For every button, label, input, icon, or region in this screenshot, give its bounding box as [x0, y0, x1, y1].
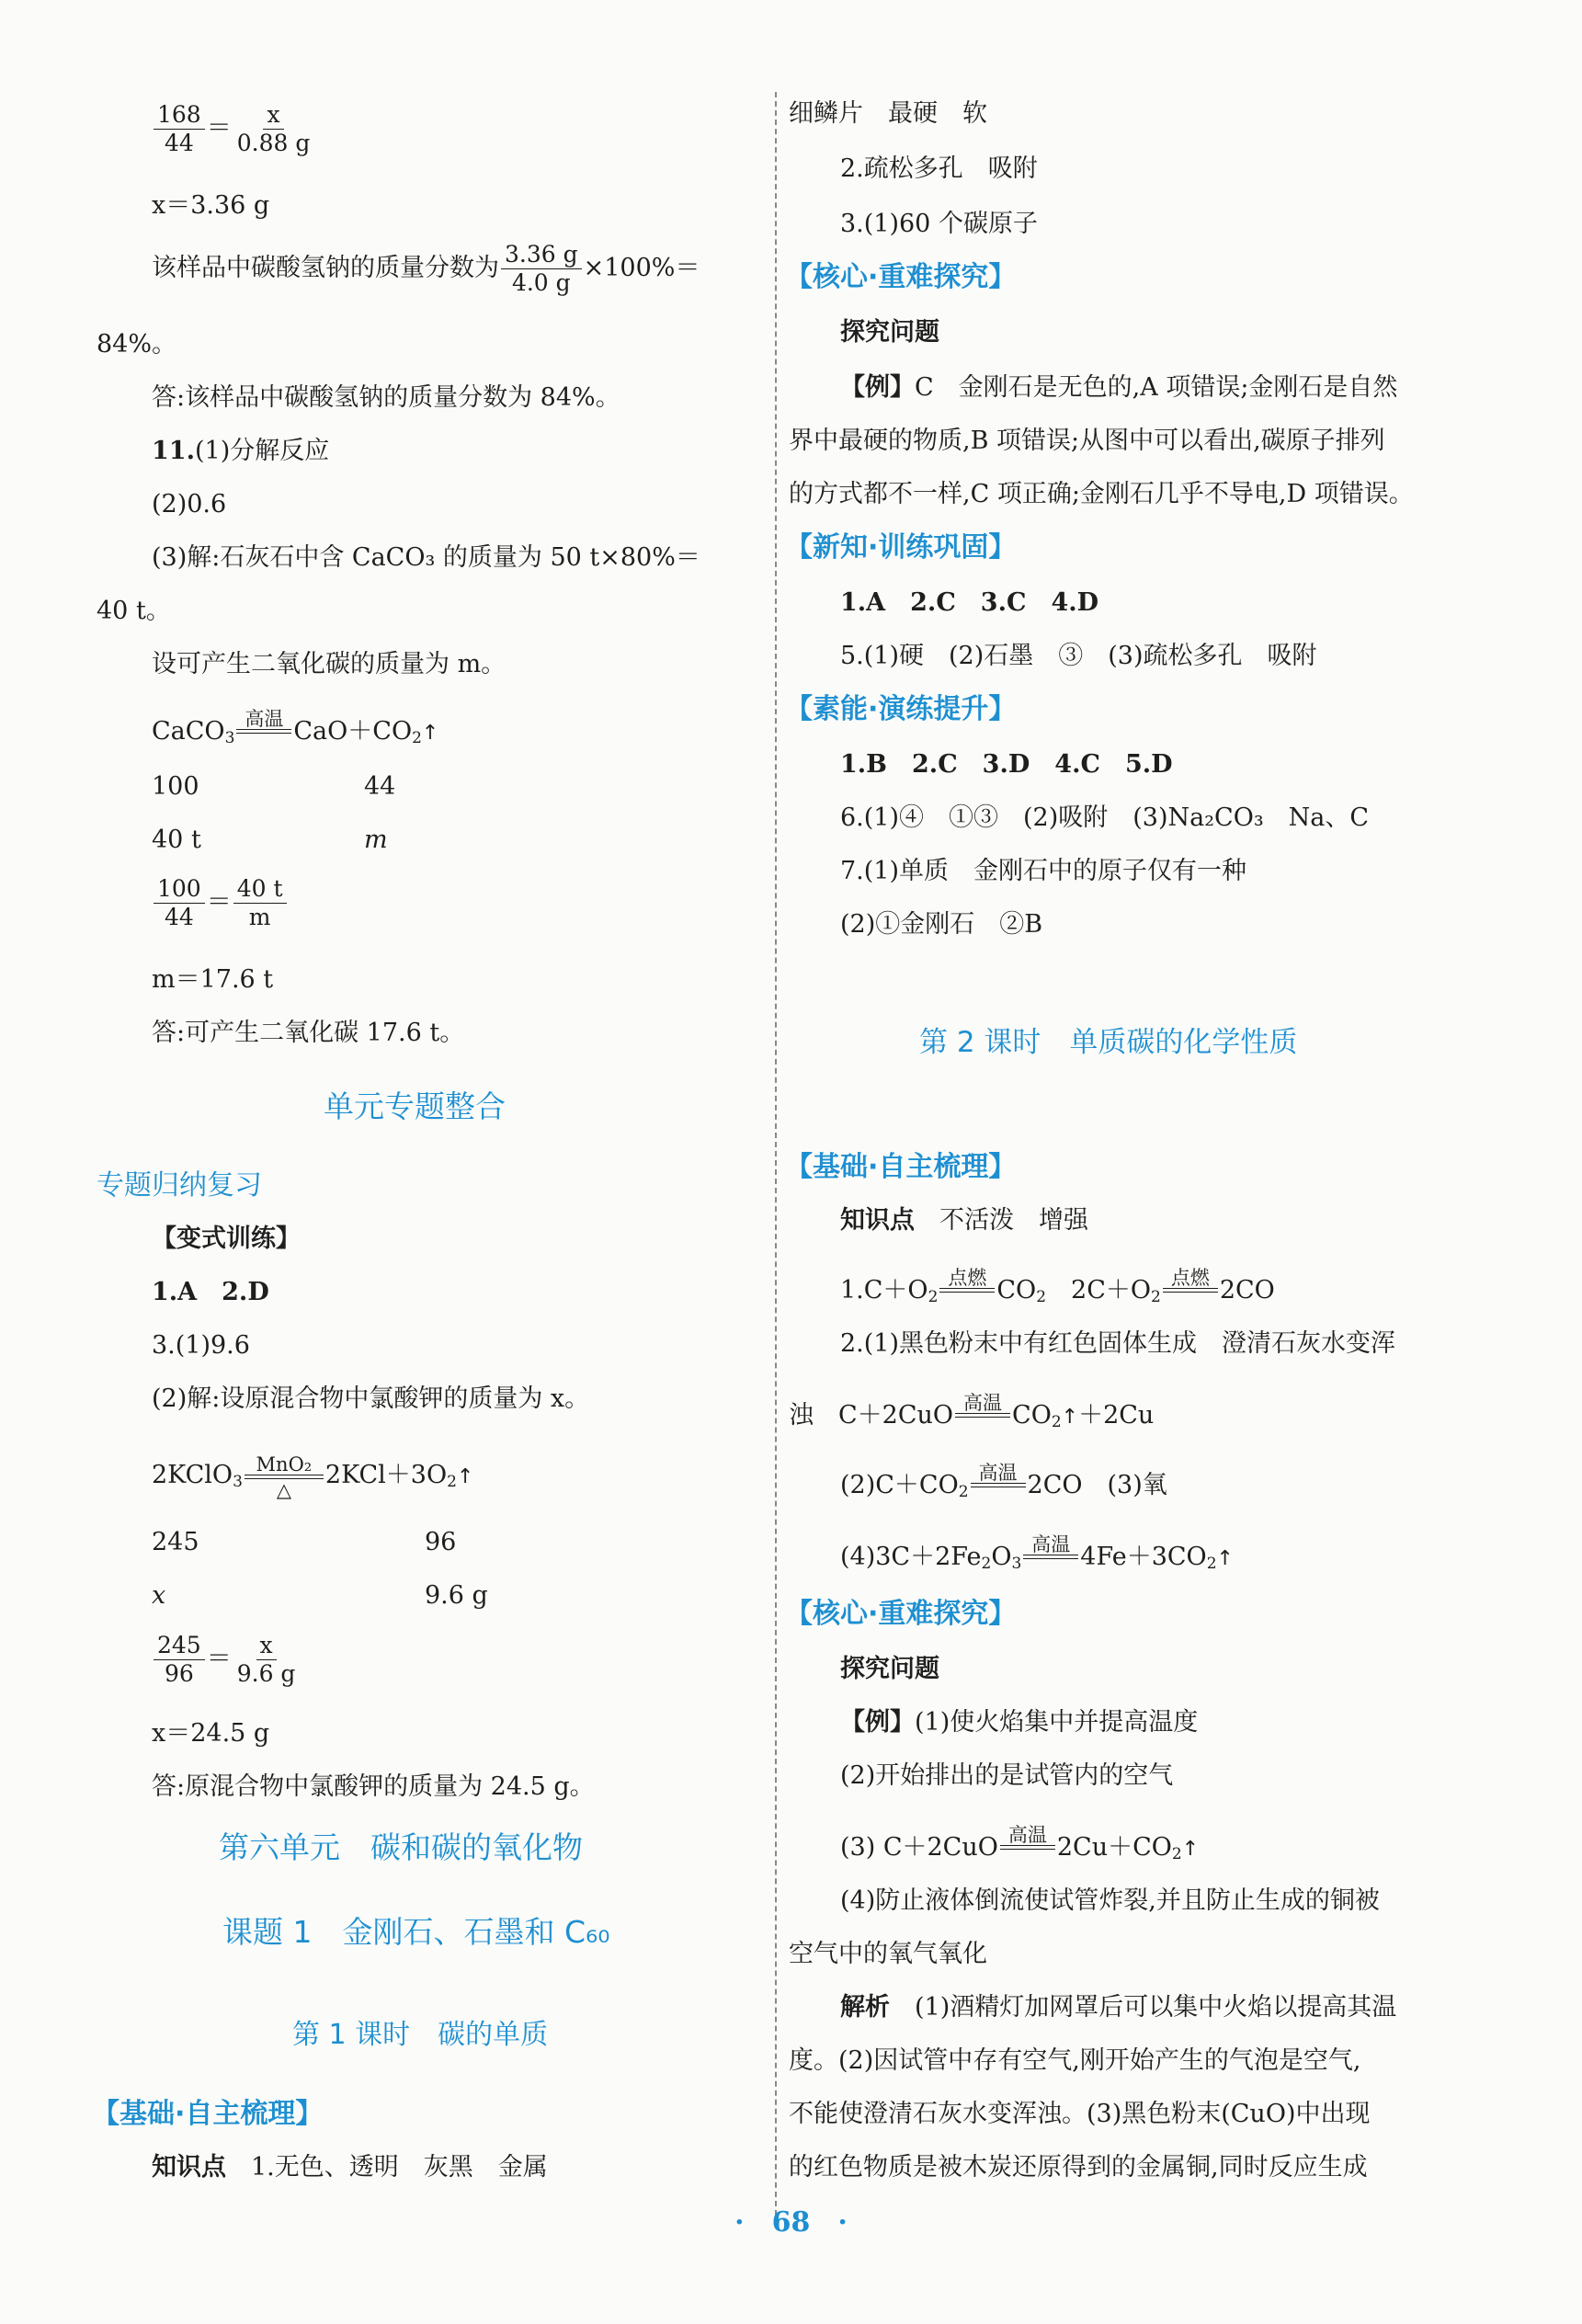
answer-line: 3.(1)60 个碳原子 [840, 210, 1038, 238]
answer-line: 的红色物质是被木炭还原得到的金属铜,同时反应生成 [789, 2153, 1368, 2182]
answer-line: 细鳞片 最硬 软 [789, 99, 987, 128]
answer-line: 度。(2)因试管中存有空气,刚开始产生的气泡是空气, [789, 2046, 1361, 2075]
answer-line: 1.A 2.D [152, 1278, 269, 1306]
column-divider [775, 92, 777, 2225]
period-two-heading: 第 2 课时 单质碳的化学性质 [919, 1026, 1298, 1059]
answer-line: 的方式都不一样,C 项正确;金刚石几乎不导电,D 项错误。 [789, 480, 1414, 508]
answer-line: 答:可产生二氧化碳 17.6 t。 [152, 1019, 465, 1047]
answer-line: (3)解:石灰石中含 CaCO₃ 的质量为 50 t×80%＝ [152, 543, 700, 572]
skill-practice-heading: 【素能·演练提升】 [785, 693, 1017, 725]
fraction-equation: $\frac{245}{96}$ ＝ $\frac{x}{9.6 g}$ [152, 1632, 301, 1688]
answer-line: 44 [364, 772, 396, 801]
basic-review-heading: 【基础·自主梳理】 [92, 2098, 324, 2130]
answer-line: 不能使澄清石灰水变浑浊。(3)黑色粉末(CuO)中出现 [789, 2100, 1371, 2128]
answer-line: 3.(1)9.6 [152, 1331, 250, 1360]
answer-line: 11.(1)分解反应 [152, 437, 330, 465]
answer-line: 96 [425, 1528, 457, 1556]
chemical-equation: (3) C＋2CuO 高温 $2Cu+CO_2↑$ [840, 1824, 1200, 1863]
answer-line: m [364, 826, 388, 854]
fraction-equation: $\frac{168}{44}$ ＝ $\frac{x}{0.88 g}$ [152, 101, 315, 157]
answer-line: x [152, 1581, 166, 1610]
answer-line: (2)①金刚石 ②B [840, 910, 1043, 939]
answer-line: 84%。 [97, 330, 177, 359]
basic-review-heading-2: 【基础·自主梳理】 [785, 1151, 1017, 1183]
page-number: · 68 · [734, 2206, 848, 2239]
answer-line: (2)开始排出的是试管内的空气 [840, 1761, 1174, 1790]
answer-line: 知识点 1.无色、透明 灰黑 金属 [152, 2153, 548, 2182]
explore-question-label: 探究问题 [840, 318, 939, 347]
answer-line: (4)防止液体倒流使试管炸裂,并且防止生成的铜被 [840, 1886, 1380, 1915]
answer-line: 1.B 2.C 3.D 4.C 5.D [840, 750, 1173, 779]
answer-line: 40 t [152, 826, 201, 854]
answer-line: 设可产生二氧化碳的质量为 m。 [152, 650, 506, 678]
core-explore-heading: 【核心·重难探究】 [785, 261, 1017, 293]
chemical-equation: $1.C+O_2$ 点燃 $CO_2$ $2C+O_2$ 点燃 2CO [840, 1267, 1275, 1306]
new-knowledge-heading: 【新知·训练巩固】 [785, 531, 1017, 564]
answer-line: 2.(1)黑色粉末中有红色固体生成 澄清石灰水变浑 [840, 1329, 1396, 1358]
answer-line: 知识点 不活泼 增强 [840, 1206, 1088, 1235]
lesson-one-heading: 课题 1 金刚石、石墨和 C₆₀ [222, 1914, 610, 1950]
chemical-equation: 浊 C＋2CuO 高温 $CO_2↑+2Cu$ [789, 1392, 1155, 1431]
answer-line: 7.(1)单质 金刚石中的原子仅有一种 [840, 857, 1247, 885]
unit-summary-heading: 单元专题整合 [324, 1088, 506, 1124]
chemical-equation: CaCO$_3$ 高温 $CaO+CO_2↑$ [152, 708, 439, 747]
variant-training-heading: 【变式训练】 [152, 1225, 301, 1253]
answer-line: 答:原混合物中氯酸钾的质量为 24.5 g。 [152, 1772, 595, 1801]
answer-line: 6.(1)④ ①③ (2)吸附 (3)Na₂CO₃ Na、C [840, 803, 1370, 832]
chemical-equation: 2KClO$_3$ MnO₂ △ $2KCl+3O_2↑$ [152, 1453, 474, 1501]
chemical-equation: $(2)C+CO_2$ 高温 2CO (3)氧 [840, 1462, 1167, 1501]
answer-line: (2)解:设原混合物中氯酸钾的质量为 x。 [152, 1384, 590, 1413]
explore-question-label: 探究问题 [840, 1655, 939, 1683]
answer-line: 【例】C 金刚石是无色的,A 项错误;金刚石是自然 [840, 373, 1398, 402]
answer-line: 解析 (1)酒精灯加网罩后可以集中火焰以提高其温 [840, 1993, 1397, 2022]
answer-line: 245 [152, 1528, 199, 1556]
answer-line: 【例】(1)使火焰集中并提高温度 [840, 1708, 1199, 1737]
answer-line: 9.6 g [425, 1581, 488, 1610]
answer-line: x＝24.5 g [152, 1719, 270, 1748]
answer-line: 100 [152, 772, 199, 801]
answer-line: x＝3.36 g [152, 191, 270, 220]
period-one-heading: 第 1 课时 碳的单质 [292, 2019, 549, 2051]
answer-line: (2)0.6 [152, 490, 227, 518]
answer-line: 40 t。 [97, 597, 171, 625]
answer-line: 5.(1)硬 (2)石墨 ③ (3)疏松多孔 吸附 [840, 642, 1317, 670]
core-explore-heading-2: 【核心·重难探究】 [785, 1598, 1017, 1630]
fraction-equation: $\frac{100}{44}$ ＝ $\frac{40 t}{m}$ [152, 875, 289, 931]
answer-line: 界中最硬的物质,B 项错误;从图中可以看出,碳原子排列 [789, 427, 1385, 455]
answer-line: 2.疏松多孔 吸附 [840, 154, 1038, 183]
topic-review-heading: 专题归纳复习 [97, 1169, 262, 1202]
answer-line: 该样品中碳酸氢钠的质量分数为 $\frac{3.36 g}{4.0 g}$ ×100%＝ [152, 241, 700, 296]
answer-line: 空气中的氧气氧化 [789, 1940, 987, 1968]
chemical-equation: $(4)3C+2Fe_2O_3$ 高温 $4Fe+3CO_2↑$ [840, 1533, 1234, 1573]
answer-line: m＝17.6 t [152, 965, 274, 994]
unit-six-heading: 第六单元 碳和碳的氧化物 [219, 1829, 583, 1865]
answer-line: 1.A 2.C 3.C 4.D [840, 588, 1099, 617]
answer-line: 答:该样品中碳酸氢钠的质量分数为 84%。 [152, 383, 620, 412]
